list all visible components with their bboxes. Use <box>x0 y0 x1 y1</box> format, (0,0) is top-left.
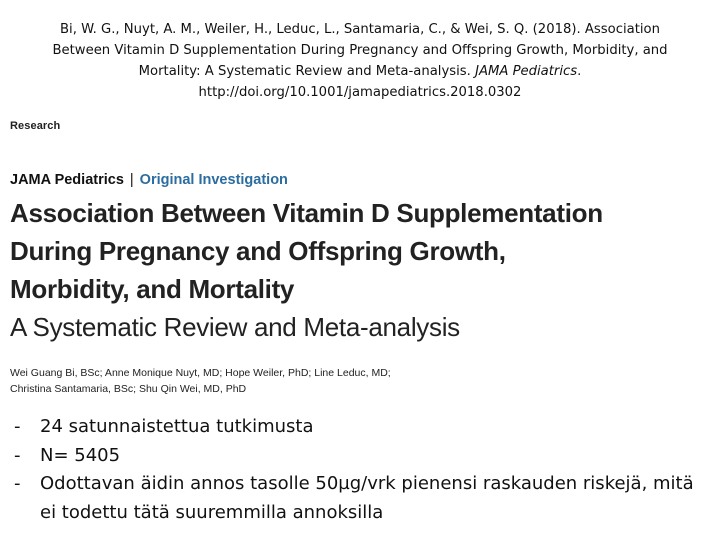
bullet-text: N= 5405 <box>40 444 121 466</box>
citation-journal: JAMA Pediatrics <box>475 64 578 79</box>
bullet-item <box>14 413 704 442</box>
author-list <box>10 365 710 397</box>
journal-name: JAMA Pediatrics <box>10 172 124 188</box>
bullet-item <box>14 470 704 527</box>
article-title-line-3: Morbidity, and Mortality <box>10 274 295 304</box>
bullet-item <box>14 442 704 471</box>
journal-line <box>10 172 710 188</box>
summary-bullets <box>14 413 704 527</box>
bullet-dash: - <box>14 473 21 494</box>
article-title-line-2: During Pregnancy and Offspring Growth, <box>10 236 506 266</box>
bullet-text: 24 satunnaistettua tutkimusta <box>40 416 314 437</box>
section-label: Research <box>10 120 61 132</box>
article-type: Original Investigation <box>139 172 288 188</box>
bullet-dash: - <box>14 416 21 437</box>
bullet-dash: - <box>14 444 21 466</box>
author-line-2: Christina Santamaria, BSc; Shu Qin Wei, MD, PhD <box>10 383 247 395</box>
citation <box>40 19 680 103</box>
citation-doi: . http://doi.org/10.1001/jamapediatrics.2018.0302 <box>198 64 582 100</box>
bullet-text: Odottavan äidin annos tasolle 50µg/vrk pienensi raskauden riskejä, mitä ei todettu tätä suuremmilla annoksilla <box>40 473 694 523</box>
article-header-image <box>10 120 710 397</box>
article-subtitle: A Systematic Review and Meta-analysis <box>10 312 460 342</box>
citation-text: Bi, W. G., Nuyt, A. M., Weiler, H., Leduc, L., Santamaria, C., & Wei, S. Q. (2018). Association Between Vitamin D Supplementation During Pregnancy and Offspring Growth, Morbidity, and Mortality: A Systematic Review and Meta-analysis. <box>52 22 668 79</box>
article-title-line-1: Association Between Vitamin D Supplementation <box>10 198 603 228</box>
journal-separator: | <box>129 172 134 188</box>
author-line-1: Wei Guang Bi, BSc; Anne Monique Nuyt, MD; Hope Weiler, PhD; Line Leduc, MD; <box>10 367 391 379</box>
